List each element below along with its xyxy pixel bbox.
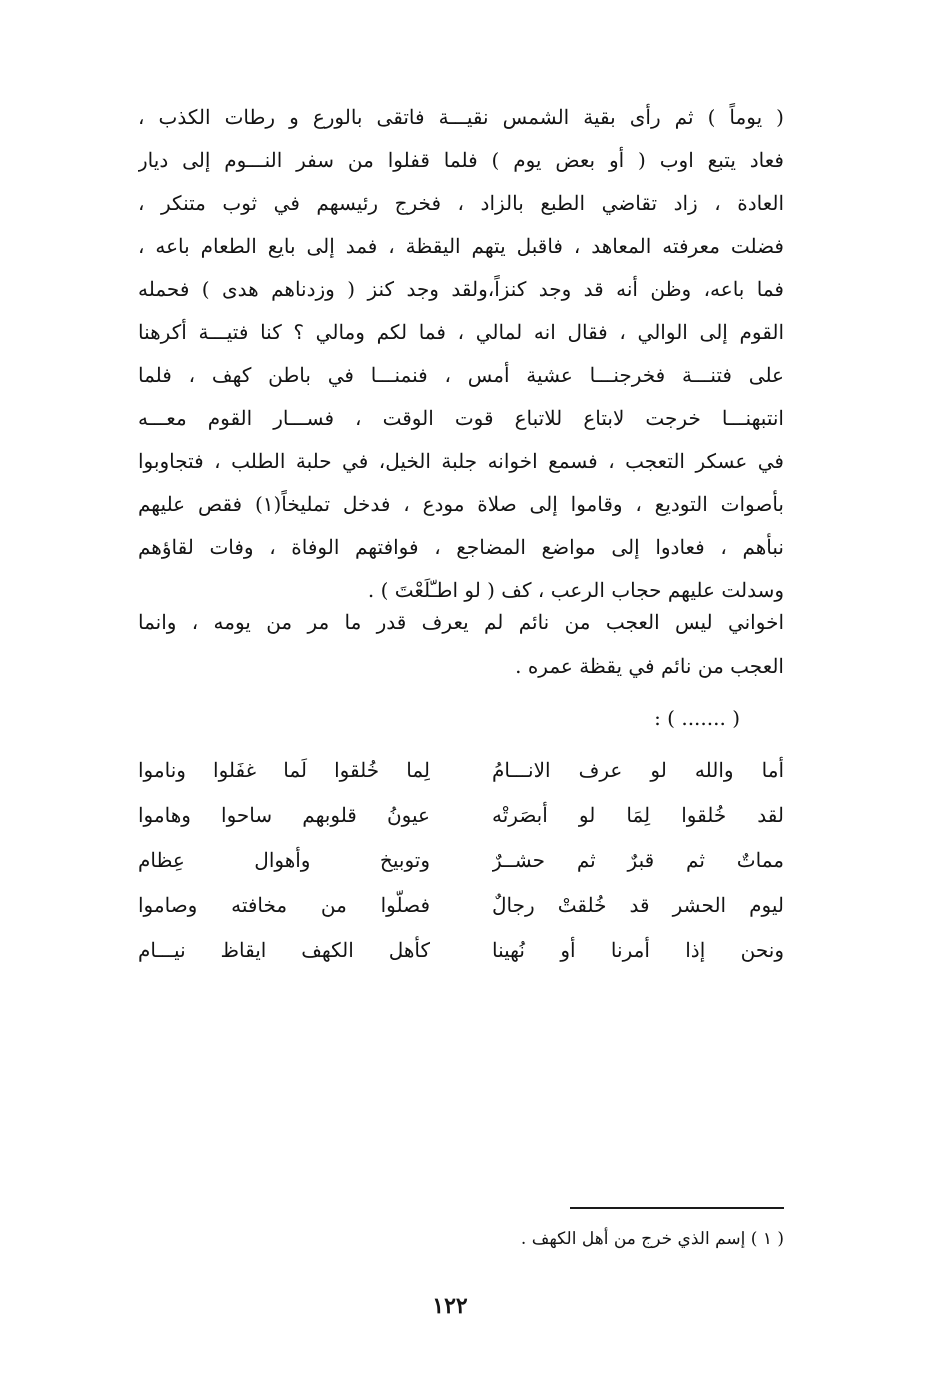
hemistich-left: عيونُ قلوبهم ساحوا وهاموا [138, 803, 430, 827]
text-line: العجب من نائم في يقظة عمره . [515, 654, 784, 678]
hemistich-right: لقد خُلقوا لِمَا لو أبصَرتْه [492, 803, 784, 827]
text-line: وسدلت عليهم حجاب الرعب ، كف ( لو اطـّلَعْتَ ) . [367, 578, 784, 602]
text-line: القوم إلى الوالي ، فقال انه لمالي ، فما لكم ومالي ؟ كنا فتيـــة أكرهنا [138, 320, 784, 344]
hemistich-right: ونحن إذا أمرنا أو نُهينا [492, 938, 784, 962]
text-line: فما باعه، وظن أنه قد وجد كنزاً،ولقد وجد كنز ( وزدناهم هدى ) فحمله [138, 277, 784, 301]
poem [138, 748, 784, 973]
text-line: على فتنـــة فخرجنـــا عشية أمس ، فنمنـــا في باطن كهف ، فلما [138, 363, 784, 387]
text-line: فضلت معرفته المعاهد ، فاقبل يتهم اليقظة ، فمد إلى بايع الطعام باعه ، [138, 234, 784, 258]
footnote-divider [570, 1207, 784, 1209]
text-line: بأصوات التوديع ، وقاموا إلى صلاة مودع ، فدخل تمليخاً(١) فقص عليهم [138, 492, 784, 516]
text-line: العادة ، زاد تقاضي الطبع بالزاد ، فخرج رئيسهم في ثوب متنكر ، [138, 191, 784, 215]
hemistich-right: ليوم الحشر قد خُلقتْ رجالٌ [492, 893, 784, 917]
hemistich-right: أما والله لو عرف الانـــامُ [492, 758, 784, 782]
poem-verse [138, 928, 784, 973]
hemistich-right: مماتٌ ثم قبرٌ ثم حشــرٌ [492, 848, 784, 872]
hemistich-left: وتوبيخ وأهوال عِظام [138, 848, 430, 872]
text-line: اخواني ليس العجب من نائم لم يعرف قدر ما مر من يومه ، وانما [138, 610, 784, 634]
text-line: فعاد يتبع اوب ( أو بعض يوم ) فلما قفلوا من سفر النـــوم إلى ديار [138, 148, 784, 172]
main-paragraph [138, 96, 784, 612]
hemistich-left: كأهل الكهف ايقاظ نيـــام [138, 938, 430, 962]
text-line: انتبهنـــا خرجت لابتاع للاتباع قوت الوقت ، فســـار القوم معـــه [138, 406, 784, 430]
footnote: ( ١ ) إسم الذي خرج من أهل الكهف . [520, 1229, 784, 1249]
ellipsis-line: ( ....... ) : [654, 706, 740, 730]
text-line: ( يوماً ) ثم رأى بقية الشمس نقيـــة فاتقى بالورع و رطات الكذب ، [138, 105, 784, 129]
poem-verse [138, 883, 784, 928]
hemistich-left: لِما خُلقوا لَما غفَلوا وناموا [138, 758, 430, 782]
text-line: نبأهم ، فعادوا إلى مواضع المضاجع ، فوافتهم الوفاة ، وفات لقاؤهم [138, 535, 784, 559]
poem-verse [138, 748, 784, 793]
second-paragraph [138, 600, 784, 688]
poem-verse [138, 838, 784, 883]
hemistich-left: فصلّوا من مخافته وصاموا [138, 893, 430, 917]
page-number: ١٢٢ [432, 1293, 468, 1319]
text-line: في عسكر التعجب ، فسمع اخوانه جلبة الخيل، في حلبة الطلب ، فتجاوبوا [138, 449, 784, 473]
poem-verse [138, 793, 784, 838]
